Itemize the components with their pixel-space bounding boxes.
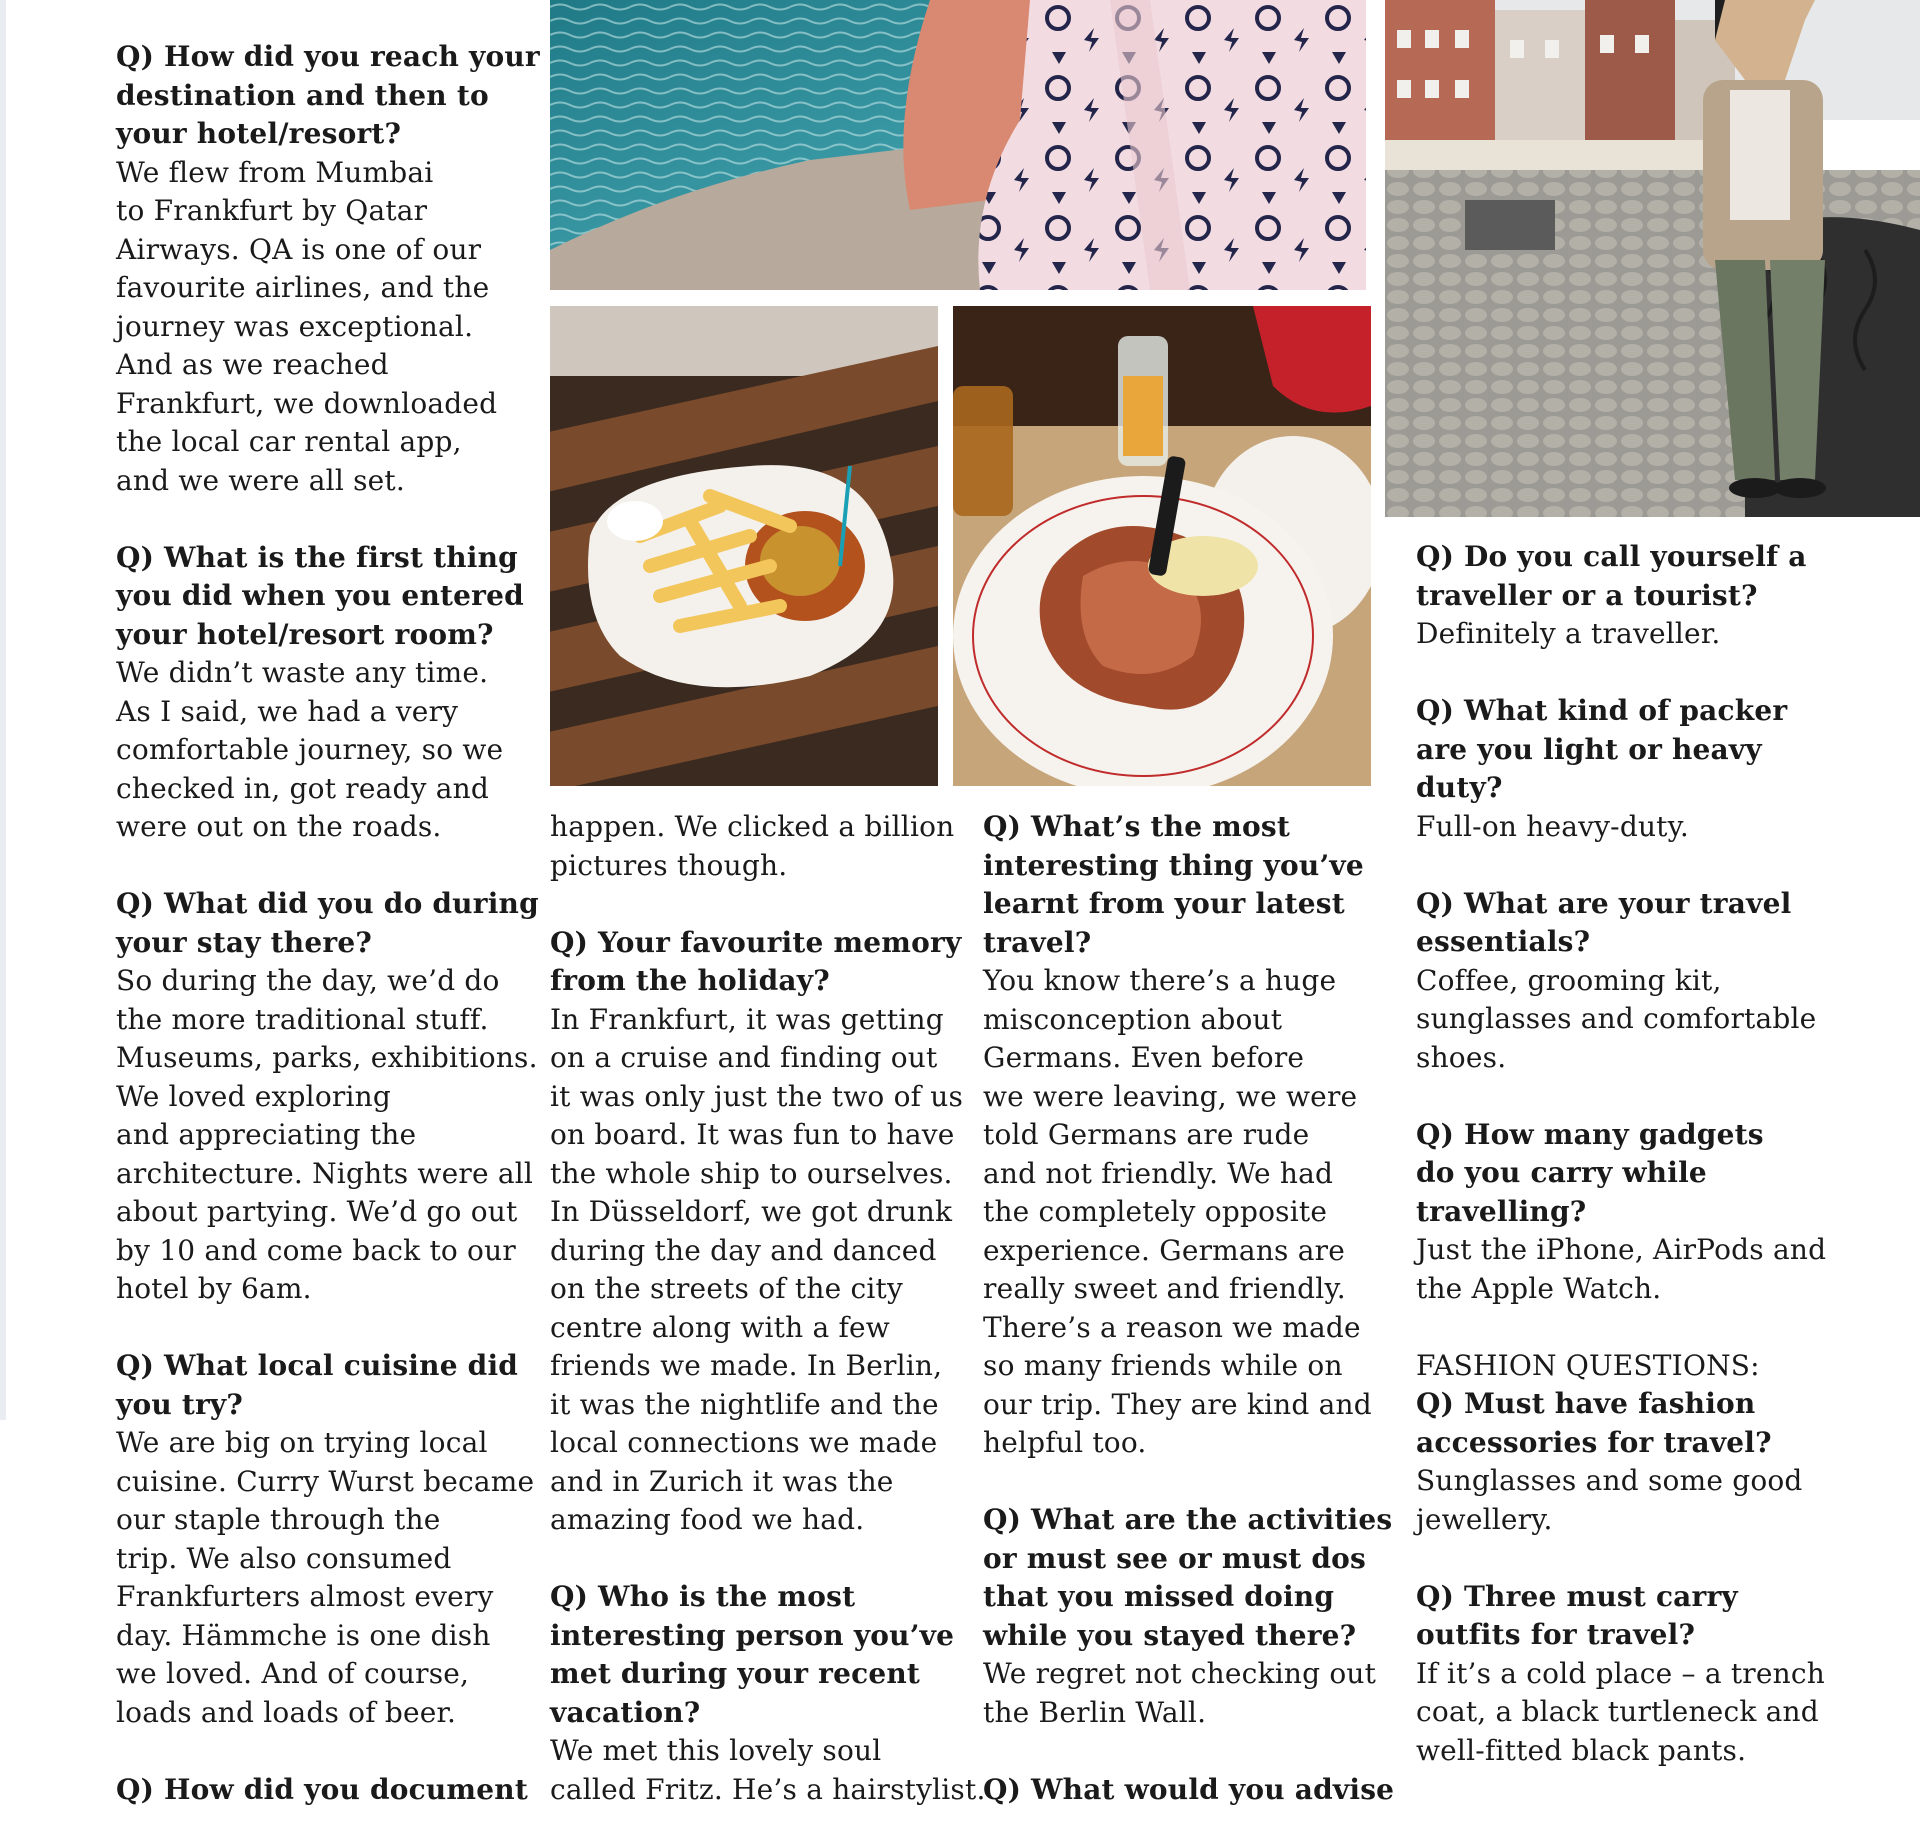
qa-block (1416, 538, 1826, 654)
answer-line: told Germans are rude (983, 1118, 1310, 1151)
answer-line: to Frankfurt by Qatar (116, 194, 428, 227)
answer-line: architecture. Nights were all (116, 1156, 534, 1190)
answer-line: Definitely a traveller. (1416, 617, 1721, 650)
answer-line: As I said, we had a very (116, 694, 459, 728)
question-line: Q) What kind of packer (1416, 694, 1788, 727)
answer-line: experience. Germans are (983, 1233, 1345, 1267)
answer-line: the whole ship to ourselves. (550, 1156, 953, 1190)
answer-line: the Apple Watch. (1416, 1271, 1662, 1305)
question-line: Q) Who is the most (550, 1580, 856, 1613)
question-line: from the holiday? (550, 964, 830, 997)
answer-line: and not friendly. We had (983, 1156, 1334, 1190)
question-line: travelling? (1416, 1194, 1587, 1228)
answer-line: on a cruise and finding out (550, 1041, 938, 1074)
qa-block (983, 1771, 1394, 1810)
answer-line: We are big on trying local (116, 1426, 488, 1459)
question-line: you did when you entered (116, 579, 524, 612)
answer-line: on board. It was fun to have (550, 1118, 955, 1151)
answer-line: sunglasses and comfortable (1416, 1002, 1817, 1035)
answer-line: favourite airlines, and the (116, 271, 490, 304)
answer-line: well-fitted black pants. (1416, 1733, 1747, 1767)
qa-block (550, 924, 986, 1540)
qa-block (116, 885, 540, 1309)
qa-block (116, 38, 540, 500)
answer-line: We loved exploring (116, 1079, 391, 1113)
answer-line: Full-on heavy-duty. (1416, 809, 1690, 843)
answer-line: called Fritz. He’s a hairstylist. (550, 1772, 986, 1806)
answer-line: journey was exceptional. (116, 309, 474, 343)
qa-block (116, 539, 540, 847)
answer-line: misconception about (983, 1002, 1283, 1036)
answer-line: Airways. QA is one of our (116, 232, 482, 266)
question-line: Q) Your favourite memory (550, 925, 962, 959)
question-line: traveller or a tourist? (1416, 578, 1758, 612)
answer-line: So during the day, we’d do (116, 964, 500, 997)
question-line: destination and then to (116, 78, 489, 112)
question-line: or must see or must dos (983, 1541, 1366, 1575)
answer-line: coat, a black turtleneck and (1416, 1695, 1819, 1728)
answer-line: our trip. They are kind and (983, 1387, 1372, 1421)
qa-block (116, 1347, 540, 1732)
question-line: essentials? (1416, 925, 1591, 958)
question-line: your hotel/resort? (116, 117, 402, 150)
question-line: while you stayed there? (983, 1618, 1357, 1652)
answer-line: the completely opposite (983, 1195, 1328, 1228)
question-line: Q) What local cuisine did (116, 1349, 519, 1382)
question-line: Q) What would you advise (983, 1772, 1395, 1806)
question-line: Q) How did you reach your (116, 40, 540, 73)
question-line: met during your recent (550, 1657, 921, 1690)
answer-line: There’s a reason we made (983, 1310, 1361, 1344)
answer-line: happen. We clicked a billion (550, 810, 955, 843)
question-line: are you light or heavy (1416, 732, 1762, 766)
question-line: interesting person you’ve (550, 1618, 955, 1652)
frankfurt-square-photo (1385, 0, 1920, 517)
answer-line: and we were all set. (116, 463, 405, 497)
qa-block (116, 1771, 540, 1810)
answer-line: Museums, parks, exhibitions. (116, 1041, 538, 1074)
question-line: Q) What are the activities (983, 1503, 1393, 1536)
answer-line: cuisine. Curry Wurst became (116, 1464, 535, 1498)
qa-block (550, 1578, 986, 1809)
column-4 (1416, 538, 1826, 1809)
question-line: outfits for travel? (1416, 1618, 1696, 1651)
qa-block (1416, 885, 1826, 1078)
answer-line: comfortable journey, so we (116, 733, 504, 766)
answer-line: If it’s a cold place – a trench (1416, 1656, 1825, 1690)
qa-block (1416, 1578, 1826, 1771)
answer-line: pictures though. (550, 848, 788, 882)
answer-line: it was only just the two of us (550, 1079, 964, 1113)
question-line: you try? (116, 1387, 244, 1421)
question-line: vacation? (550, 1695, 701, 1729)
answer-line: hotel by 6am. (116, 1272, 312, 1305)
answer-line: In Frankfurt, it was getting (550, 1002, 944, 1036)
answer-line: We met this lovely soul (550, 1734, 882, 1767)
answer-line: were out on the roads. (116, 810, 442, 843)
question-line: Q) How many gadgets (1416, 1117, 1764, 1151)
answer-line: and appreciating the (116, 1118, 417, 1151)
question-line: Q) Must have fashion (1416, 1387, 1756, 1420)
answer-line: We regret not checking out (983, 1657, 1377, 1690)
answer-line: we loved. And of course, (116, 1657, 470, 1690)
answer-line: We flew from Mumbai (116, 155, 434, 189)
answer-line: We didn’t waste any time. (116, 656, 489, 689)
answer-line: Frankfurters almost every (116, 1580, 494, 1613)
question-line: Q) What are your travel (1416, 886, 1792, 920)
answer-line: And as we reached (116, 348, 389, 381)
question-line: travel? (983, 925, 1092, 959)
question-line: your hotel/resort room? (116, 617, 494, 651)
qa-block (983, 808, 1394, 1463)
answer-line: Germans. Even before (983, 1041, 1305, 1074)
question-line: Q) What is the first thing (116, 540, 518, 574)
answer-line: so many friends while on (983, 1349, 1343, 1382)
qa-block (1416, 1347, 1826, 1540)
answer-line: checked in, got ready and (116, 771, 489, 805)
answer-line: friends we made. In Berlin, (550, 1349, 943, 1382)
answer-line: jewellery. (1416, 1502, 1553, 1536)
answer-line: Just the iPhone, AirPods and (1416, 1233, 1827, 1266)
column-2 (550, 808, 986, 1848)
answer-line: we were leaving, we were (983, 1079, 1358, 1113)
answer-line: on the streets of the city (550, 1272, 903, 1305)
answer-line: really sweet and friendly. (983, 1272, 1346, 1305)
question-line: Q) Three must carry (1416, 1579, 1738, 1613)
question-line: do you carry while (1416, 1156, 1707, 1189)
question-line: accessories for travel? (1416, 1425, 1772, 1459)
answer-line: helpful too. (983, 1426, 1147, 1459)
answer-line: it was the nightlife and the (550, 1387, 939, 1421)
answer-line: the local car rental app, (116, 425, 462, 458)
answer-line: the more traditional stuff. (116, 1002, 489, 1036)
river-photo (550, 0, 1366, 290)
pork-knuckle-photo (953, 306, 1371, 786)
answer-line: about partying. We’d go out (116, 1195, 518, 1228)
answer-line: Sunglasses and some good (1416, 1464, 1803, 1497)
answer-line: Coffee, grooming kit, (1416, 963, 1722, 997)
answer-line: shoes. (1416, 1040, 1507, 1074)
section-heading: FASHION QUESTIONS: (1416, 1348, 1760, 1382)
answer-line: during the day and danced (550, 1233, 937, 1267)
question-line: Q) What did you do during (116, 887, 539, 920)
qa-block (983, 1501, 1394, 1732)
qa-block (1416, 1116, 1826, 1309)
answer-line: Frankfurt, we downloaded (116, 386, 498, 420)
question-line: Q) How did you document (116, 1772, 528, 1806)
qa-block (1416, 692, 1826, 846)
answer-line: centre along with a few (550, 1310, 890, 1344)
answer-line: the Berlin Wall. (983, 1695, 1207, 1729)
answer-line: day. Hämmche is one dish (116, 1618, 491, 1652)
question-line: Q) Do you call yourself a (1416, 540, 1807, 573)
answer-line: In Düsseldorf, we got drunk (550, 1195, 953, 1228)
question-line: that you missed doing (983, 1580, 1335, 1613)
answer-line: our staple through the (116, 1503, 441, 1536)
question-line: interesting thing you’ve (983, 848, 1364, 882)
answer-line: You know there’s a huge (983, 964, 1337, 997)
answer-line: amazing food we had. (550, 1503, 865, 1536)
page-gutter-shade (0, 0, 6, 1420)
qa-block (550, 808, 986, 885)
answer-line: local connections we made (550, 1426, 938, 1459)
question-line: your stay there? (116, 925, 372, 959)
answer-line: loads and loads of beer. (116, 1695, 457, 1729)
question-line: Q) What’s the most (983, 810, 1290, 843)
answer-line: and in Zurich it was the (550, 1464, 894, 1498)
answer-line: trip. We also consumed (116, 1541, 452, 1575)
question-line: learnt from your latest (983, 887, 1345, 920)
column-1 (116, 38, 540, 1848)
currywurst-fries-photo (550, 306, 938, 786)
question-line: duty? (1416, 771, 1503, 804)
answer-line: by 10 and come back to our (116, 1233, 516, 1267)
column-3 (983, 808, 1394, 1848)
